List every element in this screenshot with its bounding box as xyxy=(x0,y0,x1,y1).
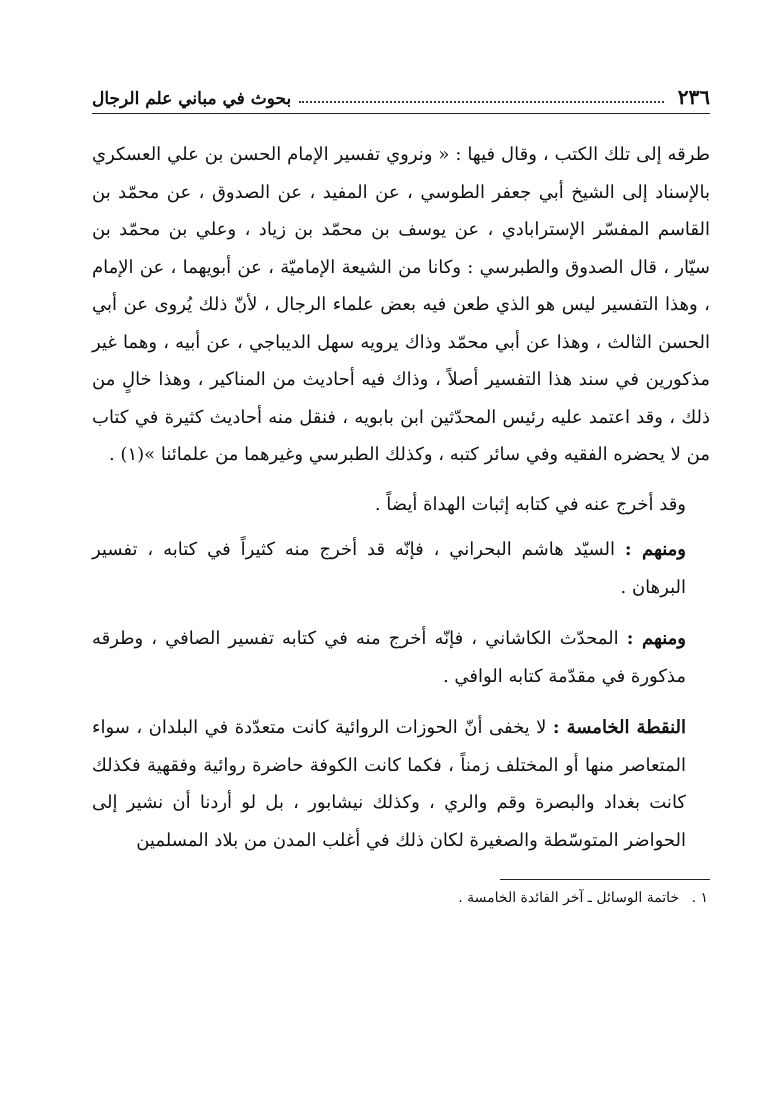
document-page xyxy=(92,80,710,910)
paragraph-1: طرقه إلى تلك الكتب ، وقال فيها : « ونروي تفسير الإمام الحسن بن علي العسكري بالإسناد إلى الشيخ أبي جعفر الطوسي ، عن المفيد ، عن الصدوق ، عن محمّد بن القاسم المفسّر الإسترابادي ، عن يوسف بن محمّد بن زياد ، وعلي بن محمّد بن سيّار ، قال الصدوق والطبرسي : وكانا من الشيعة الإماميّة ، عن أبويهما ، عن الإمام ، وهذا التفسير ليس هو الذي طعن فيه بعض علماء الرجال ، لأنّ ذلك يُروى عن أبي الحسن الثالث ، وهذا عن أبي محمّد وذاك يرويه سهل الديباجي ، عن أبيه ، وهما غير مذكورين في سند هذا التفسير أصلاً ، وذاك فيه أحاديث من المناكير ، وهذا خالٍ من ذلك ، وقد اعتمد عليه رئيس المحدّثين ابن بابويه ، فنقل منه أحاديث كثيرة في كتاب من لا يحضره الفقيه وفي سائر كتبه ، وكذلك الطبرسي وغيرهما من علمائنا »(١) . xyxy=(92,144,710,465)
paragraph-4 xyxy=(92,620,710,695)
running-header xyxy=(92,80,710,114)
paragraph-4-text: المحدّث الكاشاني ، فإنّه أخرج منه في كتابه تفسير الصافي ، وطرقه مذكورة في مقدّمة كتابه الوافي . xyxy=(92,628,686,687)
page-number: ٢٣٦ xyxy=(677,85,710,109)
paragraph-3 xyxy=(92,531,710,606)
paragraph-3-text: السيّد هاشم البحراني ، فإنّه قد أخرج منه كثيراً في كتابه ، تفسير البرهان . xyxy=(92,539,686,598)
paragraph-5-lead: النقطة الخامسة : xyxy=(552,717,686,738)
paragraph-5-text: لا يخفى أنّ الحوزات الروائية كانت متعدّدة في البلدان ، سواء المتعاصر منها أو المختلف زمناً ، فكما كانت الكوفة حاضرة روائية وفقهية فكذلك كانت بغداد والبصرة وقم والري ، وكذلك نيشابور ، بل لو أردنا أن نشير إلى الحواضر المتوسّطة والصغيرة لكان ذلك في أغلب المدن من بلاد المسلمين xyxy=(92,717,686,851)
footnote-text: خاتمة الوسائل ـ آخر الفائدة الخامسة . xyxy=(458,890,680,906)
body-text xyxy=(92,136,710,859)
footnote-number: ١ . xyxy=(691,890,708,906)
footnote-divider xyxy=(500,879,710,880)
paragraph-2: وقد أخرج عنه في كتابه إثبات الهداة أيضاً . xyxy=(374,493,686,515)
paragraph-4-lead: ومنهم : xyxy=(626,628,687,649)
book-title: بحوث في مباني علم الرجال xyxy=(92,89,292,109)
paragraph-5 xyxy=(92,709,710,859)
paragraph-3-lead: ومنهم : xyxy=(624,539,687,560)
footnote xyxy=(92,886,710,910)
dotted-leader xyxy=(299,101,664,103)
